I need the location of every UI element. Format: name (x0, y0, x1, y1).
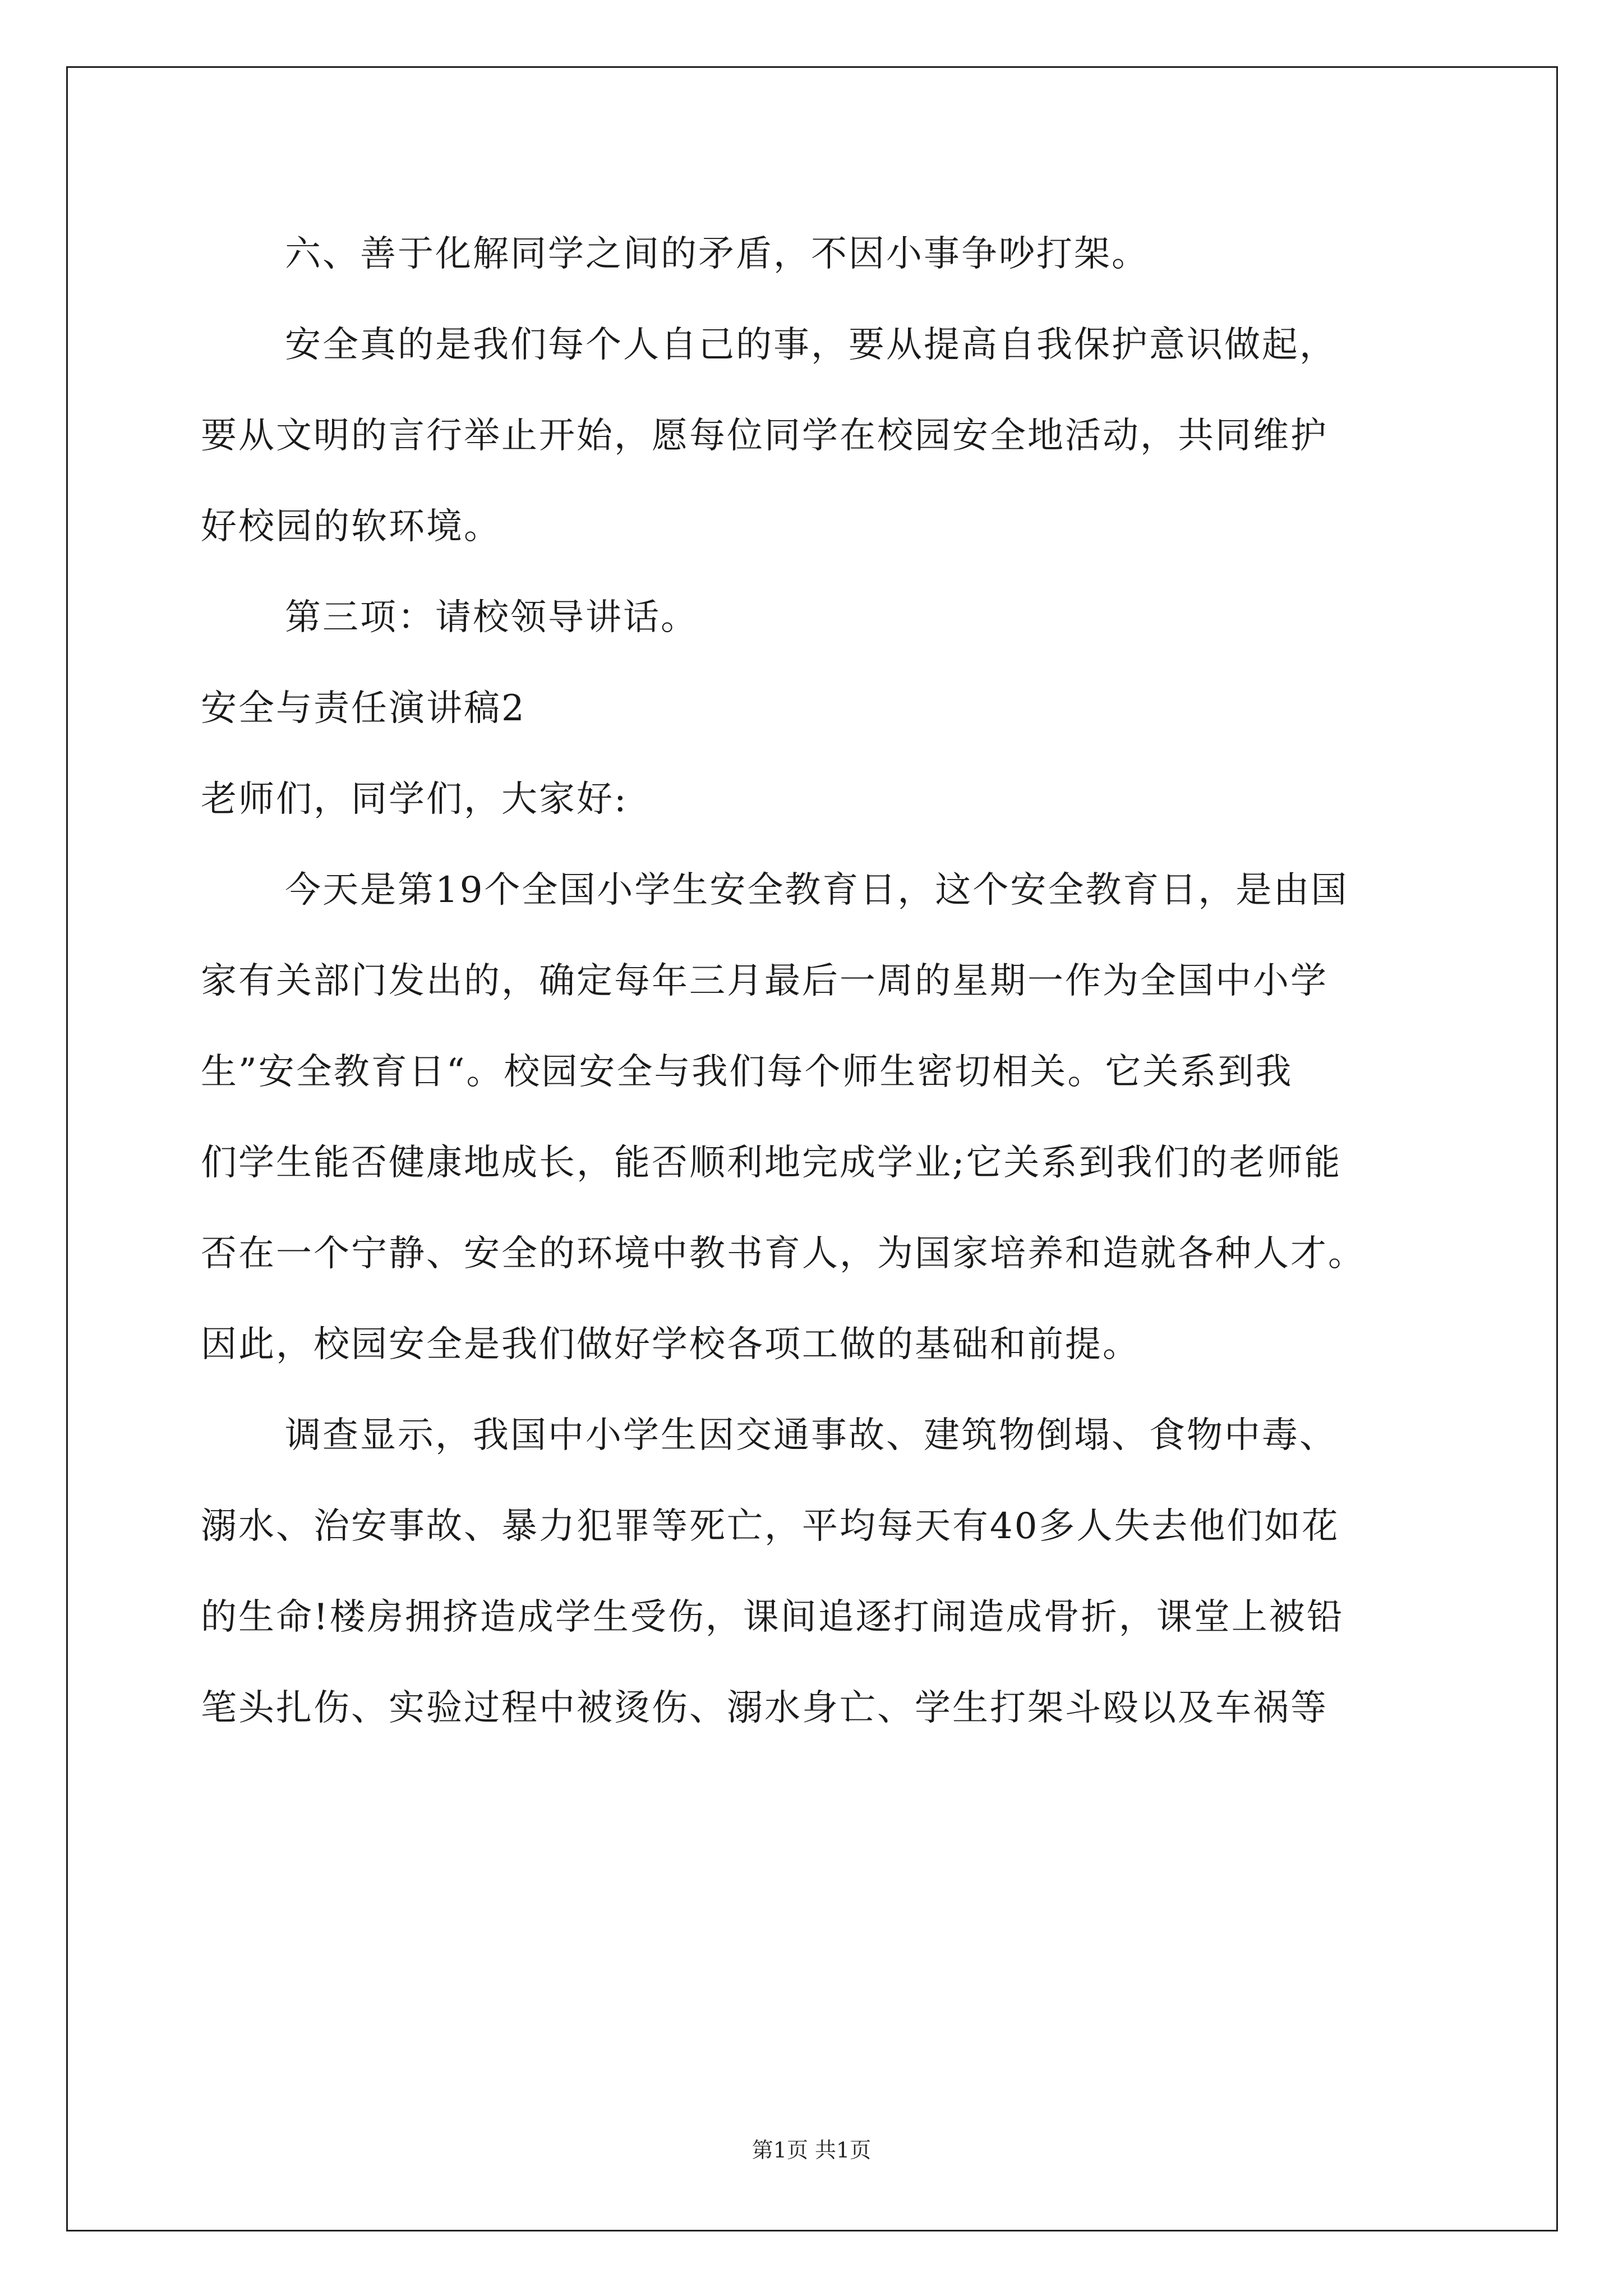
text-line-9: 家有关部门发出的，确定每年三月最后一周的星期一作为全国中小学 (201, 960, 1328, 1002)
section-heading: 安全与责任演讲稿2 (201, 688, 526, 729)
text-line-1: 六、善于化解同学之间的矛盾，不因小事争吵打架。 (285, 233, 1149, 275)
text-line-10: 生”安全教育日“。校园安全与我们每个师生密切相关。它关系到我 (201, 1051, 1293, 1093)
text-line-8: 今天是第19个全国小学生安全教育日，这个安全教育日，是由国 (285, 869, 1349, 911)
text-line-5: 第三项：请校领导讲话。 (285, 597, 698, 638)
text-line-3: 要从文明的言行举止开始，愿每位同学在校园安全地活动，共同维护 (201, 415, 1328, 457)
text-line-14: 调查显示，我国中小学生因交通事故、建筑物倒塌、食物中毒、 (285, 1415, 1337, 1456)
page-number-footer: 第1页 共1页 (751, 2138, 872, 2162)
greeting-line: 老师们，同学们，大家好: (201, 779, 628, 820)
text-line-13: 因此，校园安全是我们做好学校各项工做的基础和前提。 (201, 1324, 1140, 1365)
text-line-12: 否在一个宁静、安全的环境中教书育人，为国家培养和造就各种人才。 (201, 1233, 1366, 1274)
text-line-16: 的生命!楼房拥挤造成学生受伤，课间追逐打闹造成骨折，课堂上被铅 (201, 1596, 1344, 1638)
text-line-17: 笔头扎伤、实验过程中被烫伤、溺水身亡、学生打架斗殴以及车祸等 (201, 1687, 1328, 1729)
text-line-2: 安全真的是我们每个人自己的事，要从提高自我保护意识做起， (285, 324, 1337, 366)
text-line-15: 溺水、治安事故、暴力犯罪等死亡，平均每天有40多人失去他们如花 (201, 1506, 1340, 1547)
text-line-11: 们学生能否健康地成长，能否顺利地完成学业;它关系到我们的老师能 (201, 1142, 1342, 1184)
text-line-4: 好校园的软环境。 (201, 506, 501, 547)
